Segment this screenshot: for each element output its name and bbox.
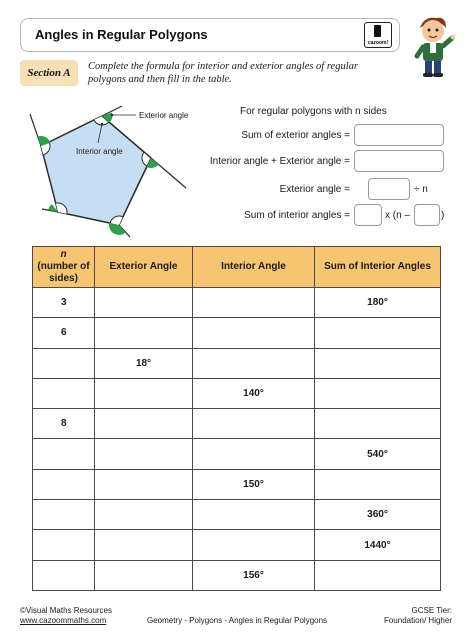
interior-plus-exterior-answer-box[interactable] bbox=[354, 150, 444, 172]
cell-exterior[interactable]: 18° bbox=[95, 348, 193, 378]
table-row bbox=[33, 500, 441, 530]
cell-exterior[interactable] bbox=[95, 469, 193, 499]
cell-exterior[interactable] bbox=[95, 500, 193, 530]
logo-mark-icon bbox=[374, 25, 381, 37]
polygon-angles-table bbox=[32, 246, 441, 591]
section-badge: Section A bbox=[20, 60, 78, 86]
cell-sum[interactable] bbox=[315, 378, 441, 408]
copyright-text: ©Visual Maths Resources bbox=[20, 606, 113, 615]
cell-n[interactable] bbox=[33, 348, 95, 378]
table-row bbox=[33, 318, 441, 348]
header-exterior: Exterior Angle bbox=[95, 247, 193, 288]
footer-topic: Geometry - Polygons - Angles in Regular Polygons bbox=[146, 616, 328, 625]
cell-sum[interactable] bbox=[315, 560, 441, 590]
pentagon-diagram bbox=[20, 100, 190, 240]
sum-interior-mid-text: x (n – bbox=[385, 210, 411, 221]
header-interior: Interior Angle bbox=[193, 247, 315, 288]
cazoom-logo bbox=[364, 22, 392, 48]
exterior-angle-label: Exterior angle bbox=[139, 111, 189, 120]
table-row bbox=[33, 530, 441, 560]
sum-interior-label: Sum of interior angles = bbox=[244, 210, 350, 221]
interior-plus-exterior-label: Interior angle + Exterior angle = bbox=[209, 156, 350, 167]
header-sum: Sum of Interior Angles bbox=[315, 247, 441, 288]
tier-value: Foundation/ Higher bbox=[383, 616, 452, 625]
cell-sum[interactable] bbox=[315, 469, 441, 499]
cell-n[interactable]: 3 bbox=[33, 288, 95, 318]
cell-exterior[interactable] bbox=[95, 409, 193, 439]
exterior-divisor-text: ÷ n bbox=[414, 184, 428, 195]
interior-angle-label: Interior angle bbox=[76, 147, 123, 156]
cell-interior[interactable] bbox=[193, 409, 315, 439]
cell-n[interactable]: 8 bbox=[33, 409, 95, 439]
cell-exterior[interactable] bbox=[95, 439, 193, 469]
cell-sum[interactable]: 1440° bbox=[315, 530, 441, 560]
cell-exterior[interactable] bbox=[95, 560, 193, 590]
table-row bbox=[33, 469, 441, 499]
cell-interior[interactable] bbox=[193, 348, 315, 378]
cell-interior[interactable] bbox=[193, 530, 315, 560]
cell-sum[interactable] bbox=[315, 409, 441, 439]
cell-n[interactable] bbox=[33, 439, 95, 469]
cell-n[interactable] bbox=[33, 560, 95, 590]
header-n bbox=[33, 247, 95, 288]
instructions: Complete the formula for interior and exterior angles of regular polygons and then fill in the table. bbox=[88, 61, 358, 85]
table-row bbox=[33, 409, 441, 439]
page-title: Angles in Regular Polygons bbox=[35, 27, 208, 42]
cell-exterior[interactable] bbox=[95, 530, 193, 560]
cell-n[interactable] bbox=[33, 469, 95, 499]
cell-sum[interactable]: 360° bbox=[315, 500, 441, 530]
table-header-row bbox=[33, 247, 441, 288]
cell-interior[interactable] bbox=[193, 500, 315, 530]
cell-interior[interactable] bbox=[193, 439, 315, 469]
sum-exterior-answer-box[interactable] bbox=[354, 124, 444, 146]
cell-exterior[interactable] bbox=[95, 318, 193, 348]
cell-sum[interactable]: 180° bbox=[315, 288, 441, 318]
cell-interior[interactable]: 156° bbox=[193, 560, 315, 590]
cell-sum[interactable]: 540° bbox=[315, 439, 441, 469]
cell-interior[interactable]: 140° bbox=[193, 378, 315, 408]
sum-interior-second-box[interactable] bbox=[414, 204, 440, 226]
table-row bbox=[33, 378, 441, 408]
sum-exterior-label: Sum of exterior angles = bbox=[241, 130, 350, 141]
formula-heading: For regular polygons with n sides bbox=[240, 106, 387, 117]
cell-exterior[interactable] bbox=[95, 378, 193, 408]
title-bar bbox=[20, 18, 400, 52]
table-row bbox=[33, 288, 441, 318]
cell-n[interactable] bbox=[33, 530, 95, 560]
cell-interior[interactable] bbox=[193, 318, 315, 348]
header-n-symbol: n bbox=[60, 249, 67, 260]
logo-text: cazoom! bbox=[367, 40, 389, 46]
table-row bbox=[33, 348, 441, 378]
sum-interior-end-text: ) bbox=[441, 210, 445, 221]
cell-n[interactable]: 6 bbox=[33, 318, 95, 348]
mascot-boy-icon bbox=[406, 14, 458, 78]
cell-sum[interactable] bbox=[315, 348, 441, 378]
cell-interior[interactable]: 150° bbox=[193, 469, 315, 499]
cell-n[interactable] bbox=[33, 500, 95, 530]
tier-label: GCSE Tier: bbox=[411, 606, 452, 615]
sum-interior-first-box[interactable] bbox=[354, 204, 382, 226]
exterior-angle-answer-box[interactable] bbox=[368, 178, 410, 200]
footer-right bbox=[384, 606, 452, 626]
cell-n[interactable] bbox=[33, 378, 95, 408]
cell-sum[interactable] bbox=[315, 318, 441, 348]
table-row bbox=[33, 560, 441, 590]
header-n-caption: (number of sides) bbox=[37, 261, 90, 284]
website-link[interactable]: www.cazoommaths.com bbox=[20, 616, 107, 625]
cell-exterior[interactable] bbox=[95, 288, 193, 318]
cell-interior[interactable] bbox=[193, 288, 315, 318]
table-row bbox=[33, 439, 441, 469]
exterior-angle-label-formula: Exterior angle = bbox=[279, 184, 350, 195]
